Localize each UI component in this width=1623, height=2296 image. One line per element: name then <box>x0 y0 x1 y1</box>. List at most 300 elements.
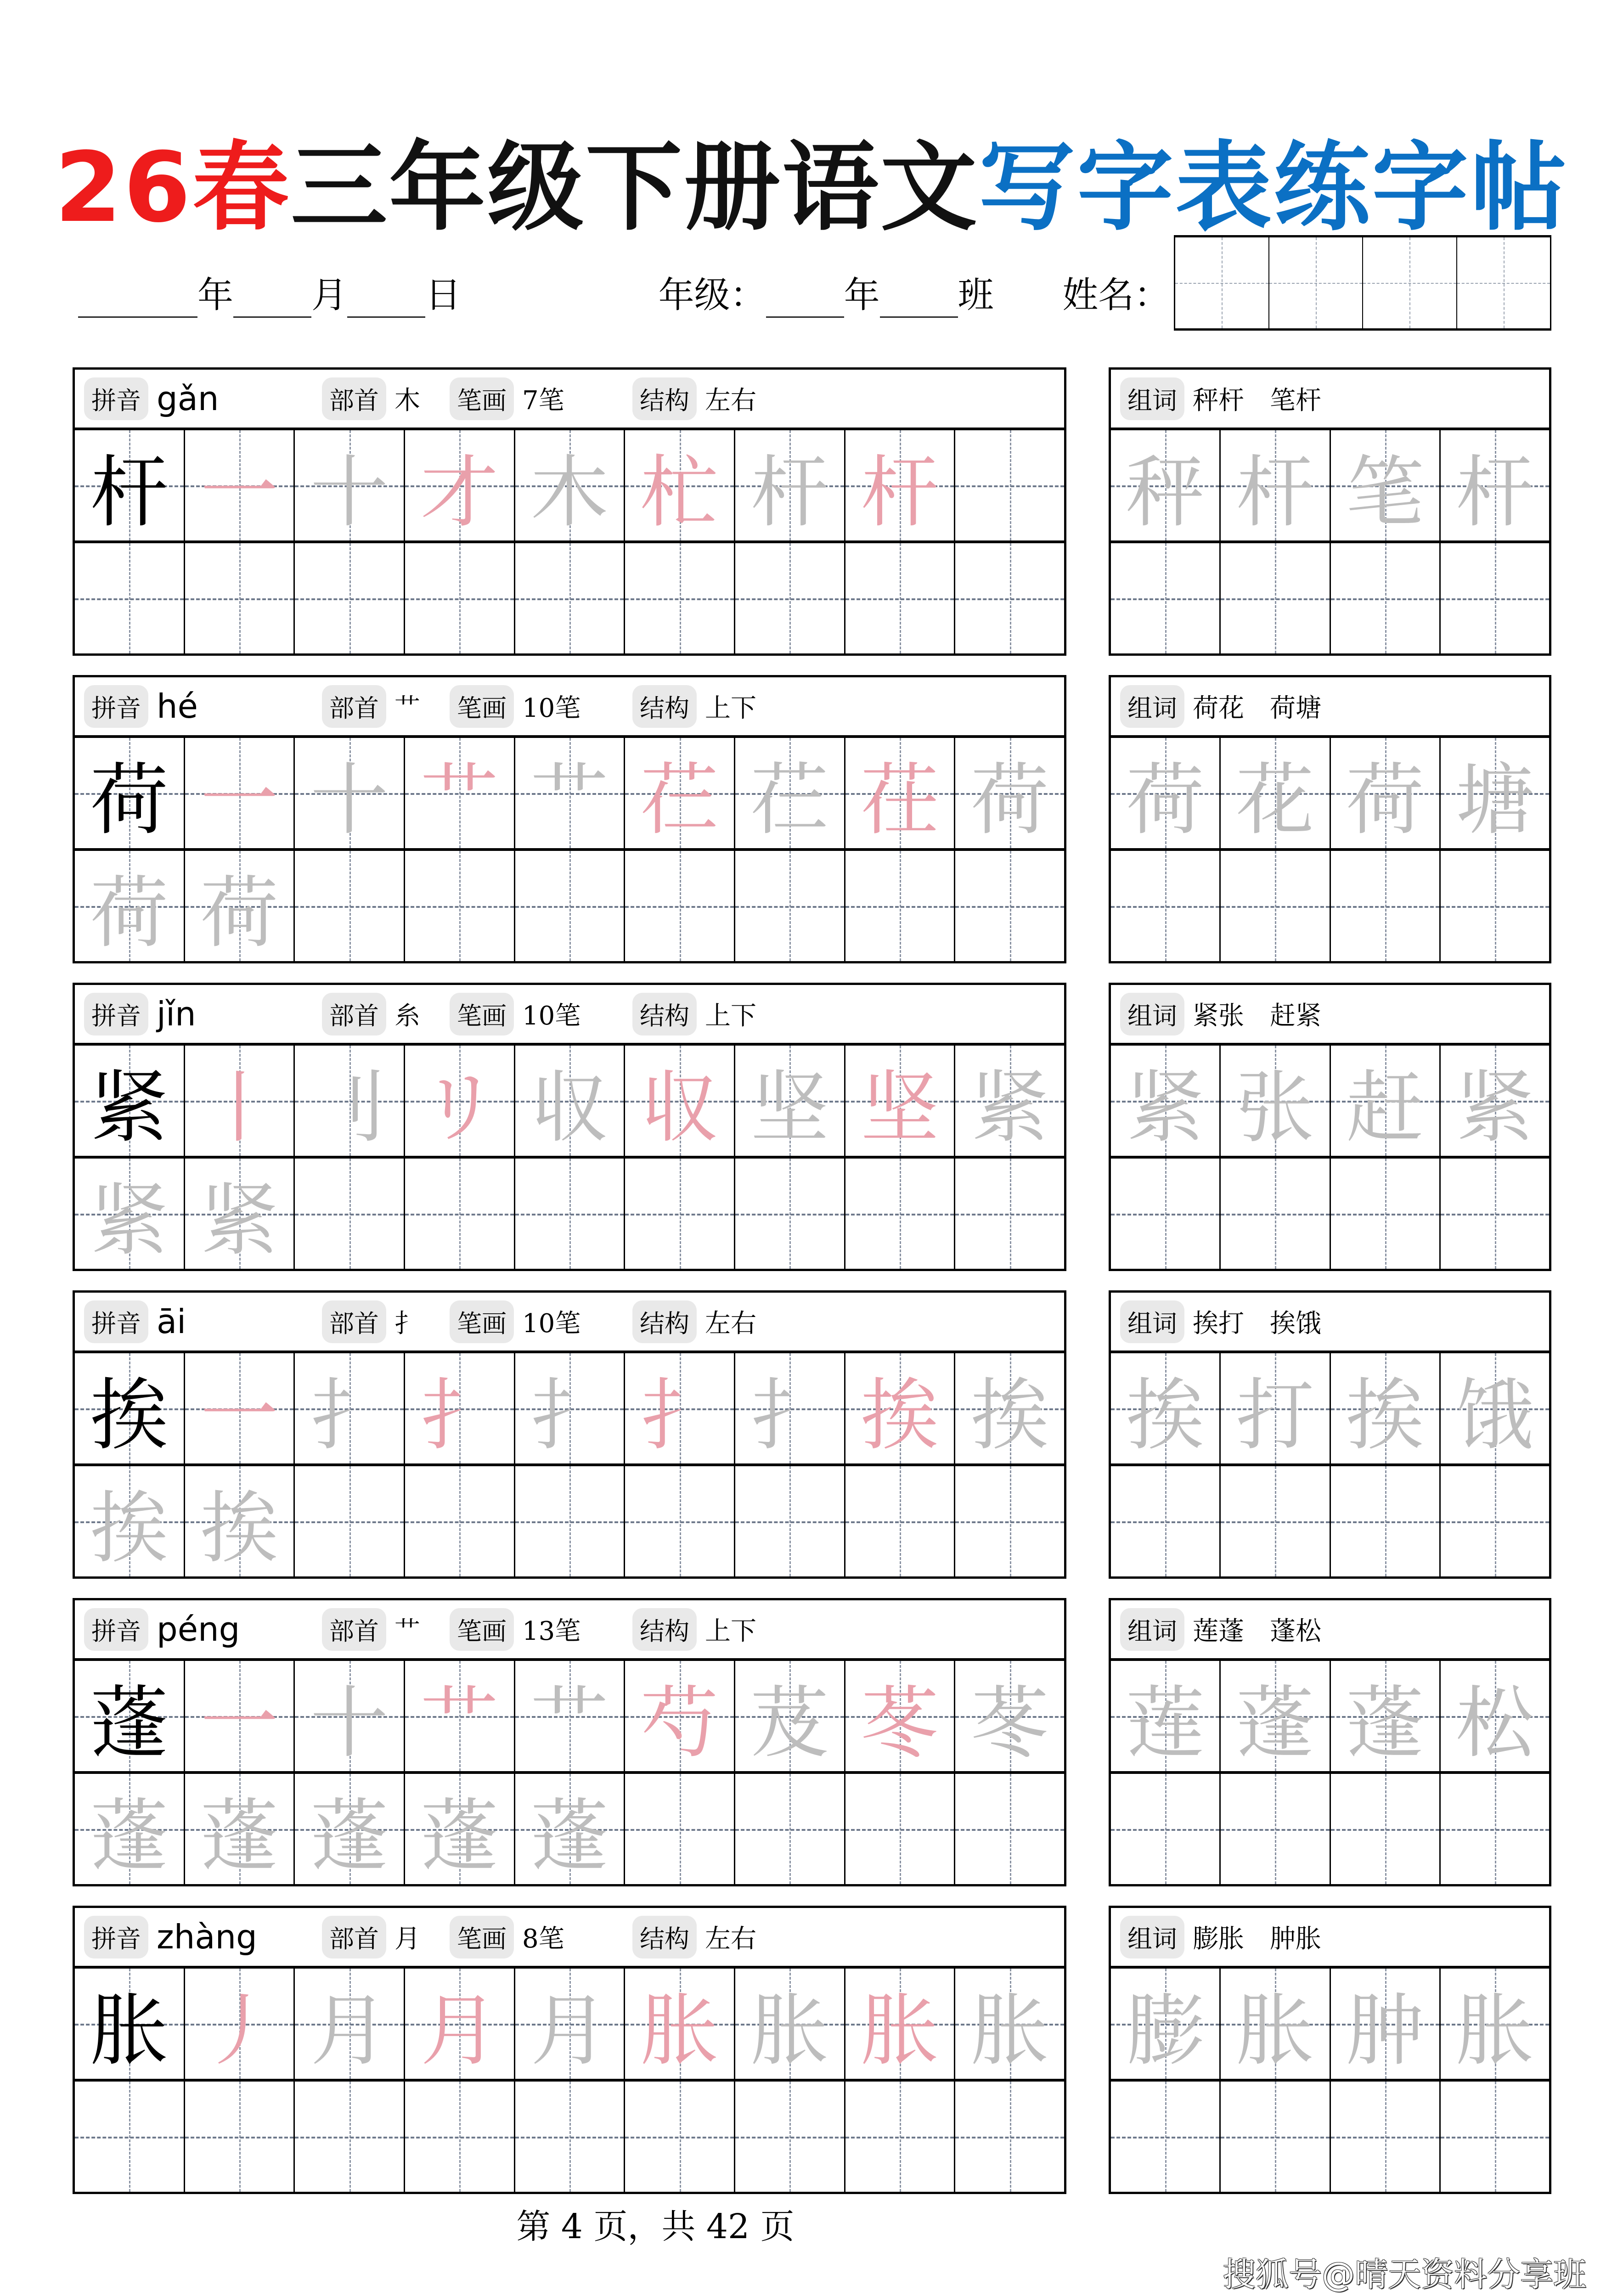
radical-value: 艹 <box>394 693 420 723</box>
practice-cell[interactable] <box>75 1159 185 1269</box>
structure-label: 结构 <box>632 1608 697 1651</box>
word-trace-cell[interactable] <box>1441 1661 1549 1771</box>
pinyin-value: zhàng <box>157 1918 257 1956</box>
practice-row <box>75 1156 1064 1269</box>
stroke-step-cell[interactable] <box>845 1353 956 1463</box>
model-char: 杆 <box>90 447 169 538</box>
stroke-order-row <box>75 1661 1064 1771</box>
word-practice-cell[interactable] <box>1441 2082 1549 2192</box>
word-practice-cell[interactable] <box>1331 2082 1441 2192</box>
word-trace-char: 蓬 <box>1346 1677 1424 1769</box>
stroke-step-cell[interactable] <box>625 738 735 848</box>
word-trace-cell[interactable] <box>1331 1046 1441 1156</box>
pinyin-label: 拼音 <box>84 1916 148 1958</box>
strokes-value: 10笔 <box>522 1309 581 1339</box>
stroke-step-cell[interactable] <box>405 738 515 848</box>
practice-cell[interactable] <box>625 2082 735 2192</box>
word-trace-char: 秤 <box>1126 447 1205 538</box>
word-trace-char: 肿 <box>1346 1985 1424 2077</box>
word-trace-char: 荷 <box>1346 754 1424 846</box>
radical-value: 扌 <box>394 1309 420 1339</box>
word-trace-char: 蓬 <box>1236 1677 1314 1769</box>
practice-cell[interactable] <box>295 1159 405 1269</box>
practice-cell[interactable] <box>405 1774 515 1884</box>
grade-blank[interactable] <box>766 284 844 318</box>
word-practice-cell[interactable] <box>1331 1159 1441 1269</box>
practice-cell[interactable] <box>405 1466 515 1576</box>
stroke-step-cell[interactable] <box>515 1353 626 1463</box>
practice-cell[interactable] <box>515 1466 626 1576</box>
practice-cell[interactable] <box>625 543 735 653</box>
word-trace-cell[interactable] <box>1441 1969 1549 2079</box>
practice-cell[interactable] <box>515 543 626 653</box>
stroke-step-cell[interactable] <box>515 430 626 540</box>
word-trace-cell[interactable] <box>1111 430 1221 540</box>
stroke-step: 杆 <box>750 447 829 538</box>
practice-cell[interactable] <box>955 2082 1064 2192</box>
model-char: 荷 <box>90 754 169 846</box>
char-info-header <box>75 1600 1064 1661</box>
word-practice-cell[interactable] <box>1221 2082 1330 2192</box>
grade-label: 年级： <box>658 275 766 316</box>
stroke-step: 一 <box>200 754 279 846</box>
stroke-step-cell[interactable] <box>845 1661 956 1771</box>
word-trace-char: 打 <box>1236 1370 1314 1461</box>
stroke-step-cell[interactable] <box>735 1661 845 1771</box>
word-practice-cell[interactable] <box>1221 1774 1330 1884</box>
stroke-step-cell[interactable] <box>405 430 515 540</box>
day-blank[interactable] <box>347 284 425 318</box>
trace-char: 荷 <box>90 867 169 959</box>
word-practice-cell[interactable] <box>1221 1159 1330 1269</box>
word-trace-cell[interactable] <box>1331 1969 1441 2079</box>
word-practice-block <box>1109 1598 1551 1886</box>
stroke-step-cell[interactable] <box>295 738 405 848</box>
info-line <box>78 266 1170 318</box>
practice-row <box>75 1463 1064 1576</box>
word-practice-cell[interactable] <box>1331 1774 1441 1884</box>
stroke-step-cell[interactable] <box>295 1353 405 1463</box>
watermark: 搜狐号@晴天资料分享班 <box>1222 2255 1586 2294</box>
word-trace-char: 挨 <box>1346 1370 1424 1461</box>
practice-cell[interactable] <box>75 1466 185 1576</box>
grade-year-label: 年 <box>844 275 880 316</box>
practice-cell[interactable] <box>405 851 515 961</box>
structure-value: 左右 <box>705 1309 756 1339</box>
practice-cell[interactable] <box>955 543 1064 653</box>
stroke-step-cell[interactable] <box>405 1969 515 2079</box>
strokes-value: 10笔 <box>522 693 581 723</box>
stroke-step: 十 <box>310 754 389 846</box>
stroke-step: 一 <box>200 447 279 538</box>
stroke-step: 才 <box>420 447 499 538</box>
practice-cell[interactable] <box>295 1466 405 1576</box>
word-trace-cell[interactable] <box>1111 738 1221 848</box>
word-practice-cell[interactable] <box>1441 1774 1549 1884</box>
word-trace-cell[interactable] <box>1221 1353 1330 1463</box>
practice-cell[interactable] <box>625 851 735 961</box>
practice-row <box>75 848 1064 961</box>
word-practice-row <box>1111 1463 1549 1576</box>
stroke-step: 茌 <box>861 754 939 846</box>
stroke-step: 胀 <box>970 1985 1049 2077</box>
practice-cell[interactable] <box>75 1774 185 1884</box>
word-trace-cell[interactable] <box>1221 1969 1330 2079</box>
practice-cell[interactable] <box>185 1159 295 1269</box>
radical-value: 糸 <box>394 1001 420 1031</box>
stroke-step-cell[interactable] <box>735 1046 845 1156</box>
model-cell <box>75 738 185 848</box>
practice-cell[interactable] <box>515 851 626 961</box>
char-practice-block <box>73 1598 1066 1886</box>
word-trace-cell[interactable] <box>1331 1353 1441 1463</box>
stroke-step-cell[interactable] <box>845 1969 956 2079</box>
name-grid[interactable] <box>1174 235 1551 331</box>
stroke-step: 艹 <box>530 754 609 846</box>
stroke-step-cell[interactable] <box>295 430 405 540</box>
stroke-step-cell[interactable] <box>185 430 295 540</box>
month-blank[interactable] <box>233 284 311 318</box>
word-trace-char: 花 <box>1236 754 1314 846</box>
char-info-header <box>75 677 1064 738</box>
practice-cell[interactable] <box>735 543 845 653</box>
word-practice-cell[interactable] <box>1111 1774 1221 1884</box>
char-info-header <box>75 985 1064 1046</box>
structure-label: 结构 <box>632 1300 697 1343</box>
stroke-step-cell[interactable] <box>295 1969 405 2079</box>
practice-cell[interactable] <box>625 1466 735 1576</box>
word-trace-cell[interactable] <box>1111 1353 1221 1463</box>
stroke-step-cell[interactable] <box>625 1353 735 1463</box>
practice-cell[interactable] <box>295 1774 405 1884</box>
practice-row <box>75 2079 1064 2192</box>
radical-value: 木 <box>394 386 420 416</box>
word-trace-cell[interactable] <box>1441 1353 1549 1463</box>
model-cell <box>75 1661 185 1771</box>
char-info-header <box>75 370 1064 430</box>
page-title <box>0 110 1623 249</box>
practice-cell[interactable] <box>405 543 515 653</box>
word-trace-char: 胀 <box>1236 1985 1314 2077</box>
words-label: 组词 <box>1120 1300 1184 1343</box>
stroke-step: 刂 <box>310 1062 389 1154</box>
word-practice-cell[interactable] <box>1331 851 1441 961</box>
char-practice-block <box>73 1906 1066 2194</box>
word-trace-char: 张 <box>1236 1062 1314 1154</box>
model-cell <box>75 430 185 540</box>
stroke-step-cell[interactable] <box>515 1969 626 2079</box>
stroke-order-row <box>75 1046 1064 1156</box>
words-header <box>1111 677 1549 738</box>
word-trace-cell[interactable] <box>1331 738 1441 848</box>
words-value: 秤杆 笔杆 <box>1193 386 1321 416</box>
word-trace-cell[interactable] <box>1331 430 1441 540</box>
stroke-order-row <box>75 1353 1064 1463</box>
practice-cell[interactable] <box>185 2082 295 2192</box>
stroke-order-row <box>75 1969 1064 2079</box>
year-label: 年 <box>197 275 234 316</box>
stroke-order-row <box>75 430 1064 540</box>
trace-char: 挨 <box>90 1483 169 1574</box>
stroke-step-cell[interactable] <box>955 1969 1064 2079</box>
pinyin-label: 拼音 <box>84 1608 148 1651</box>
word-trace-row <box>1111 1969 1549 2079</box>
practice-cell[interactable] <box>955 1159 1064 1269</box>
pinyin-label: 拼音 <box>84 377 148 420</box>
practice-cell[interactable] <box>735 1774 845 1884</box>
practice-cell[interactable] <box>955 1466 1064 1576</box>
practice-cell[interactable] <box>735 851 845 961</box>
stroke-step-cell[interactable] <box>515 1046 626 1156</box>
word-trace-row <box>1111 430 1549 540</box>
stroke-step: 月 <box>310 1985 389 2077</box>
word-trace-char: 紧 <box>1455 1062 1534 1154</box>
trace-char: 紧 <box>90 1175 169 1266</box>
word-practice-cell[interactable] <box>1331 1466 1441 1576</box>
practice-cell[interactable] <box>185 543 295 653</box>
pinyin-label: 拼音 <box>84 993 148 1035</box>
class-blank[interactable] <box>880 284 958 318</box>
stroke-step: 艹 <box>530 1677 609 1769</box>
stroke-step: 艹 <box>420 1677 499 1769</box>
stroke-step: 杆 <box>861 447 939 538</box>
word-practice-cell[interactable] <box>1221 543 1330 653</box>
stroke-step-cell[interactable] <box>735 738 845 848</box>
stroke-step: 苳 <box>861 1677 939 1769</box>
pinyin-value: jǐn <box>157 995 196 1033</box>
practice-cell[interactable] <box>845 851 956 961</box>
practice-cell[interactable] <box>515 2082 626 2192</box>
practice-cell[interactable] <box>845 543 956 653</box>
stroke-step-cell[interactable] <box>625 1969 735 2079</box>
practice-cell[interactable] <box>515 1159 626 1269</box>
word-practice-cell[interactable] <box>1111 543 1221 653</box>
stroke-step-cell[interactable] <box>735 1353 845 1463</box>
stroke-step: 胀 <box>861 1985 939 2077</box>
word-trace-cell[interactable] <box>1221 738 1330 848</box>
words-value: 荷花 荷塘 <box>1193 693 1321 723</box>
practice-cell[interactable] <box>405 2082 515 2192</box>
word-practice-cell[interactable] <box>1441 851 1549 961</box>
practice-cell[interactable] <box>845 1774 956 1884</box>
year-blank[interactable] <box>78 284 197 318</box>
stroke-step-cell[interactable] <box>955 1353 1064 1463</box>
word-trace-cell[interactable] <box>1221 430 1330 540</box>
stroke-step-cell[interactable] <box>295 1046 405 1156</box>
word-trace-cell[interactable] <box>1331 1661 1441 1771</box>
stroke-step-cell[interactable] <box>405 1661 515 1771</box>
word-practice-cell[interactable] <box>1331 543 1441 653</box>
word-practice-cell[interactable] <box>1441 1466 1549 1576</box>
practice-cell[interactable] <box>405 1159 515 1269</box>
name-cell[interactable] <box>1175 237 1269 328</box>
stroke-step-cell[interactable] <box>625 1661 735 1771</box>
month-label: 月 <box>311 275 348 316</box>
stroke-step-cell[interactable] <box>185 738 295 848</box>
stroke-step-cell[interactable] <box>845 430 956 540</box>
name-cell[interactable] <box>1457 237 1550 328</box>
stroke-step-cell[interactable] <box>625 430 735 540</box>
stroke-step: 十 <box>310 447 389 538</box>
practice-cell[interactable] <box>735 1159 845 1269</box>
pinyin-label: 拼音 <box>84 1300 148 1343</box>
practice-cell[interactable] <box>845 1159 956 1269</box>
words-header <box>1111 370 1549 430</box>
word-trace-cell[interactable] <box>1111 1046 1221 1156</box>
word-practice-cell[interactable] <box>1111 1466 1221 1576</box>
practice-cell[interactable] <box>735 2082 845 2192</box>
word-trace-char: 荷 <box>1126 754 1205 846</box>
stroke-step: 一 <box>200 1370 279 1461</box>
word-practice-block <box>1109 983 1551 1271</box>
stroke-step: 丨 <box>200 1062 279 1154</box>
name-cell[interactable] <box>1363 237 1457 328</box>
stroke-step-cell[interactable] <box>515 1661 626 1771</box>
radical-label: 部首 <box>322 685 386 728</box>
pinyin-value: gǎn <box>157 379 219 418</box>
practice-cell[interactable] <box>845 2082 956 2192</box>
stroke-step: 芍 <box>640 1677 719 1769</box>
word-practice-cell[interactable] <box>1441 543 1549 653</box>
name-cell[interactable] <box>1269 237 1364 328</box>
stroke-step: 扌 <box>420 1370 499 1461</box>
word-trace-char: 胀 <box>1455 1985 1534 2077</box>
trace-char: 蓬 <box>310 1790 389 1882</box>
word-trace-cell[interactable] <box>1111 1969 1221 2079</box>
char-info-header <box>75 1908 1064 1969</box>
stroke-step: 胀 <box>640 1985 719 2077</box>
word-trace-cell[interactable] <box>1111 1661 1221 1771</box>
word-trace-char: 膨 <box>1126 1985 1205 2077</box>
model-cell <box>75 1353 185 1463</box>
stroke-step: 芨 <box>750 1677 829 1769</box>
word-trace-char: 笔 <box>1346 447 1424 538</box>
stroke-step: 荷 <box>970 754 1049 846</box>
word-trace-cell[interactable] <box>1441 430 1549 540</box>
word-practice-block <box>1109 367 1551 656</box>
practice-cell[interactable] <box>735 1466 845 1576</box>
radical-label: 部首 <box>322 1916 386 1958</box>
strokes-value: 13笔 <box>522 1616 581 1646</box>
strokes-label: 笔画 <box>450 1300 514 1343</box>
stroke-step-cell[interactable] <box>955 1661 1064 1771</box>
trace-char: 蓬 <box>420 1790 499 1882</box>
practice-cell[interactable] <box>955 1774 1064 1884</box>
stroke-step: 扌 <box>530 1370 609 1461</box>
stroke-step-cell[interactable] <box>845 1046 956 1156</box>
char-practice-block <box>73 675 1066 963</box>
stroke-step-cell[interactable] <box>295 1661 405 1771</box>
stroke-step-cell[interactable] <box>625 1046 735 1156</box>
stroke-step-cell[interactable] <box>735 1969 845 2079</box>
stroke-step: 坚 <box>750 1062 829 1154</box>
model-char: 紧 <box>90 1062 169 1154</box>
word-practice-cell[interactable] <box>1111 2082 1221 2192</box>
word-practice-cell[interactable] <box>1221 1466 1330 1576</box>
practice-cell[interactable] <box>75 2082 185 2192</box>
pinyin-label: 拼音 <box>84 685 148 728</box>
practice-cell[interactable] <box>185 1774 295 1884</box>
words-header <box>1111 1293 1549 1353</box>
word-practice-row <box>1111 2079 1549 2192</box>
practice-cell[interactable] <box>625 1774 735 1884</box>
stroke-step-cell[interactable] <box>405 1046 515 1156</box>
word-trace-cell[interactable] <box>1221 1046 1330 1156</box>
stroke-step: 杧 <box>640 447 719 538</box>
stroke-step-cell[interactable] <box>185 1046 295 1156</box>
word-trace-row <box>1111 1661 1549 1771</box>
practice-cell[interactable] <box>845 1466 956 1576</box>
word-trace-cell[interactable] <box>1221 1661 1330 1771</box>
char-practice-block <box>73 1290 1066 1579</box>
model-cell <box>75 1046 185 1156</box>
stroke-step-cell[interactable] <box>515 738 626 848</box>
title-red: 26春 <box>54 131 291 244</box>
practice-cell[interactable] <box>75 851 185 961</box>
trace-char: 蓬 <box>530 1790 609 1882</box>
practice-cell[interactable] <box>955 851 1064 961</box>
radical-label: 部首 <box>322 1608 386 1651</box>
words-label: 组词 <box>1120 377 1184 420</box>
strokes-value: 7笔 <box>522 386 564 416</box>
stroke-step-cell[interactable] <box>185 1661 295 1771</box>
stroke-step: 収 <box>530 1062 609 1154</box>
stroke-step-cell[interactable] <box>955 1046 1064 1156</box>
stroke-step-cell[interactable] <box>735 430 845 540</box>
practice-cell[interactable] <box>515 1774 626 1884</box>
stroke-step-cell[interactable] <box>955 430 1064 540</box>
word-trace-char: 莲 <box>1126 1677 1205 1769</box>
pinyin-value: hé <box>157 687 198 726</box>
stroke-order-row <box>75 738 1064 848</box>
practice-cell[interactable] <box>295 851 405 961</box>
model-cell <box>75 1969 185 2079</box>
stroke-step-cell[interactable] <box>955 738 1064 848</box>
practice-cell[interactable] <box>185 1466 295 1576</box>
stroke-step: 収 <box>640 1062 719 1154</box>
stroke-step-cell[interactable] <box>185 1353 295 1463</box>
practice-cell[interactable] <box>75 543 185 653</box>
words-label: 组词 <box>1120 685 1184 728</box>
word-practice-cell[interactable] <box>1221 851 1330 961</box>
word-practice-cell[interactable] <box>1111 1159 1221 1269</box>
word-trace-cell[interactable] <box>1441 738 1549 848</box>
word-practice-row <box>1111 1156 1549 1269</box>
word-trace-cell[interactable] <box>1441 1046 1549 1156</box>
stroke-step: 芢 <box>750 754 829 846</box>
word-practice-cell[interactable] <box>1441 1159 1549 1269</box>
strokes-label: 笔画 <box>450 1608 514 1651</box>
practice-cell[interactable] <box>295 2082 405 2192</box>
model-char: 挨 <box>90 1370 169 1461</box>
stroke-step: 十 <box>310 1677 389 1769</box>
practice-cell[interactable] <box>185 851 295 961</box>
practice-cell[interactable] <box>625 1159 735 1269</box>
word-trace-char: 赶 <box>1346 1062 1424 1154</box>
radical-label: 部首 <box>322 1300 386 1343</box>
practice-cell[interactable] <box>295 543 405 653</box>
page-number: 第 4 页，共 42 页 <box>516 2207 795 2246</box>
stroke-step-cell[interactable] <box>845 738 956 848</box>
stroke-step: 芢 <box>640 754 719 846</box>
trace-char: 紧 <box>200 1175 279 1266</box>
name-label: 姓名： <box>1062 275 1170 316</box>
strokes-value: 8笔 <box>522 1924 564 1954</box>
stroke-step-cell[interactable] <box>185 1969 295 2079</box>
word-practice-cell[interactable] <box>1111 851 1221 961</box>
stroke-step: リ <box>420 1062 499 1154</box>
stroke-step-cell[interactable] <box>405 1353 515 1463</box>
